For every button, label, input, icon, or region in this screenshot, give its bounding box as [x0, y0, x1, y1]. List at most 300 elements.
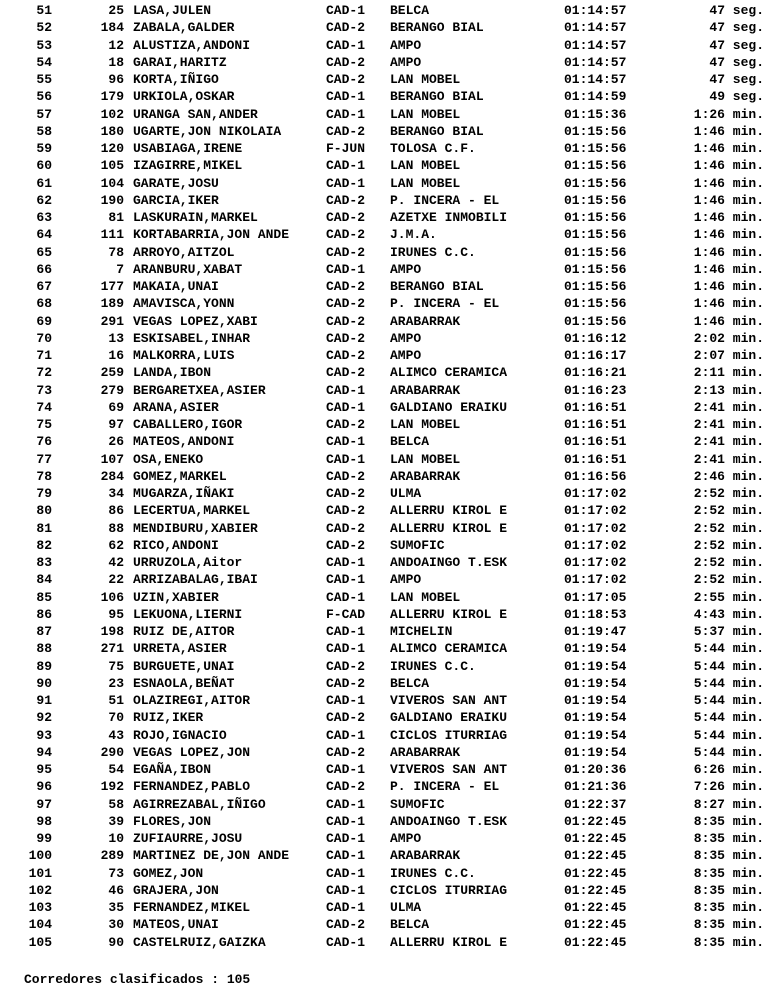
finish-time: 01:22:45: [564, 934, 627, 950]
time-gap: 2:41 min.: [693, 451, 764, 467]
team-name: ARABARRAK: [390, 468, 461, 484]
bib-number: 78: [108, 244, 124, 260]
finish-time: 01:14:57: [564, 3, 627, 18]
rider-name: EGAÑA,IBON: [133, 762, 212, 777]
rider-name: USABIAGA,IRENE: [133, 141, 243, 156]
finish-time: 01:17:05: [564, 589, 627, 605]
result-row: [0, 209, 772, 226]
time-gap: 2:07 min.: [693, 348, 764, 363]
team-name: CICLOS ITURRIAG: [390, 882, 508, 898]
time-gap: 8:35 min.: [693, 882, 764, 898]
time-gap: 8:35 min.: [693, 917, 764, 933]
finish-time: 01:17:02: [564, 537, 627, 553]
finish-time: 01:15:56: [564, 210, 627, 225]
finish-time: 01:15:56: [564, 141, 627, 156]
category: CAD-1: [326, 882, 366, 898]
result-row: [0, 192, 772, 209]
finish-time: 01:22:45: [564, 865, 627, 881]
team-name: BELCA: [390, 917, 430, 933]
team-name: LAN MOBEL: [390, 589, 461, 605]
bib-number: 43: [108, 727, 124, 743]
time-gap: 5:44 min.: [693, 710, 764, 726]
finish-time: 01:17:02: [564, 572, 627, 588]
bib-number: 70: [108, 710, 124, 726]
position: 95: [36, 762, 52, 777]
team-name: ARABARRAK: [390, 744, 461, 760]
finish-time: 01:15:56: [564, 175, 627, 191]
time-gap: 5:44 min.: [693, 641, 764, 657]
rider-name: IZAGIRRE,MIKEL: [133, 158, 243, 174]
result-row: [0, 796, 772, 813]
category: CAD-2: [326, 744, 366, 760]
results-table: [0, 2, 772, 951]
time-gap: 47 seg.: [709, 20, 764, 36]
result-row: [0, 847, 772, 864]
time-gap: 1:46 min.: [693, 141, 764, 156]
time-gap: 8:35 min.: [693, 934, 764, 950]
finish-time: 01:19:54: [564, 675, 627, 691]
finish-time: 01:15:56: [564, 123, 627, 139]
category: CAD-1: [326, 434, 366, 450]
category: CAD-2: [326, 227, 366, 243]
position: 92: [36, 710, 52, 726]
time-gap: 5:44 min.: [693, 693, 764, 708]
category: CAD-2: [326, 520, 366, 536]
rider-name: RUIZ DE,AITOR: [133, 624, 235, 639]
rider-name: URKIOLA,OSKAR: [133, 89, 235, 105]
position: 80: [36, 503, 52, 519]
result-row: [0, 347, 772, 364]
rider-name: URANGA SAN,ANDER: [133, 106, 258, 122]
result-row: [0, 88, 772, 105]
classified-count: Corredores clasificados : 105: [24, 972, 251, 987]
bib-number: 69: [108, 399, 124, 415]
time-gap: 1:46 min.: [693, 244, 764, 260]
rider-name: LANDA,IBON: [133, 365, 212, 381]
team-name: IRUNES C.C.: [390, 244, 476, 260]
bib-number: 58: [108, 796, 124, 812]
result-row: [0, 692, 772, 709]
finish-time: 01:19:54: [564, 744, 627, 760]
team-name: AMPO: [390, 330, 422, 346]
time-gap: 2:02 min.: [693, 330, 764, 346]
result-row: [0, 899, 772, 916]
category: CAD-1: [326, 572, 366, 588]
finish-time: 01:15:56: [564, 192, 627, 208]
team-name: ALLERRU KIROL E: [390, 520, 508, 536]
result-row: [0, 451, 772, 468]
finish-time: 01:14:59: [564, 89, 627, 105]
result-row: [0, 709, 772, 726]
category: CAD-1: [326, 641, 366, 657]
time-gap: 2:52 min.: [693, 537, 764, 553]
time-gap: 1:46 min.: [693, 279, 764, 294]
finish-time: 01:15:56: [564, 279, 627, 294]
position: 100: [28, 848, 52, 864]
category: CAD-1: [326, 382, 366, 398]
result-row: [0, 313, 772, 330]
finish-time: 01:22:45: [564, 813, 627, 829]
position: 74: [36, 399, 52, 415]
rider-name: KORTA,IÑIGO: [133, 72, 219, 87]
finish-time: 01:19:54: [564, 727, 627, 743]
position: 52: [36, 20, 52, 36]
category: CAD-2: [326, 192, 366, 208]
rider-name: RUIZ,IKER: [133, 710, 204, 726]
time-gap: 2:52 min.: [693, 486, 764, 501]
result-row: [0, 882, 772, 899]
rider-name: FLORES,JON: [133, 813, 212, 829]
bib-number: 189: [100, 296, 124, 312]
finish-time: 01:21:36: [564, 779, 627, 795]
position: 63: [36, 210, 52, 225]
time-gap: 1:46 min.: [693, 123, 764, 139]
result-row: [0, 71, 772, 88]
finish-time: 01:16:56: [564, 468, 627, 484]
time-gap: 2:13 min.: [693, 382, 764, 398]
result-row: [0, 571, 772, 588]
bib-number: 106: [100, 589, 124, 605]
time-gap: 8:35 min.: [693, 831, 764, 846]
result-row: [0, 778, 772, 795]
team-name: LAN MOBEL: [390, 72, 461, 87]
bib-number: 291: [100, 313, 124, 329]
time-gap: 5:44 min.: [693, 658, 764, 674]
position: 85: [36, 589, 52, 605]
rider-name: MATEOS,UNAI: [133, 917, 219, 933]
rider-name: CABALLERO,IGOR: [133, 417, 243, 432]
bib-number: 13: [108, 330, 124, 346]
team-name: AMPO: [390, 54, 422, 70]
category: CAD-2: [326, 330, 366, 346]
team-name: AZETXE INMOBILI: [390, 210, 508, 225]
rider-name: ESNAOLA,BEÑAT: [133, 675, 235, 691]
finish-time: 01:20:36: [564, 762, 627, 777]
position: 88: [36, 641, 52, 657]
bib-number: 75: [108, 658, 124, 674]
finish-time: 01:16:21: [564, 365, 627, 381]
bib-number: 284: [100, 468, 124, 484]
team-name: BELCA: [390, 434, 430, 450]
category: CAD-2: [326, 279, 366, 294]
position: 104: [28, 917, 52, 933]
finish-time: 01:22:37: [564, 796, 627, 812]
bib-number: 271: [100, 641, 124, 657]
team-name: P. INCERA - EL: [390, 779, 500, 795]
category: CAD-1: [326, 624, 366, 639]
finish-time: 01:15:56: [564, 244, 627, 260]
category: CAD-1: [326, 37, 366, 53]
team-name: LAN MOBEL: [390, 417, 461, 432]
category: F-CAD: [326, 606, 366, 622]
team-name: GALDIANO ERAIKU: [390, 710, 508, 726]
finish-time: 01:22:45: [564, 917, 627, 933]
result-row: [0, 589, 772, 606]
category: CAD-2: [326, 917, 366, 933]
rider-name: ARROYO,AITZOL: [133, 244, 235, 260]
finish-time: 01:15:56: [564, 261, 627, 277]
category: CAD-1: [326, 3, 366, 18]
time-gap: 8:35 min.: [693, 865, 764, 881]
bib-number: 7: [116, 261, 124, 277]
category: CAD-1: [326, 848, 366, 864]
category: CAD-2: [326, 675, 366, 691]
rider-name: LASA,JULEN: [133, 3, 212, 18]
rider-name: VEGAS LOPEZ,XABI: [133, 313, 258, 329]
position: 98: [36, 813, 52, 829]
rider-name: ALUSTIZA,ANDONI: [133, 37, 251, 53]
position: 96: [36, 779, 52, 795]
time-gap: 7:26 min.: [693, 779, 764, 795]
result-row: [0, 658, 772, 675]
bib-number: 279: [100, 382, 124, 398]
category: CAD-1: [326, 451, 366, 467]
team-name: BERANGO BIAL: [390, 20, 484, 36]
time-gap: 47 seg.: [709, 3, 764, 18]
result-row: [0, 226, 772, 243]
finish-time: 01:16:51: [564, 417, 627, 432]
finish-time: 01:15:56: [564, 158, 627, 174]
position: 76: [36, 434, 52, 450]
position: 69: [36, 313, 52, 329]
team-name: ARABARRAK: [390, 382, 461, 398]
rider-name: UGARTE,JON NIKOLAIA: [133, 123, 282, 139]
result-row: [0, 640, 772, 657]
time-gap: 5:44 min.: [693, 675, 764, 691]
position: 83: [36, 555, 52, 570]
result-row: [0, 330, 772, 347]
rider-name: VEGAS LOPEZ,JON: [133, 744, 251, 760]
category: CAD-1: [326, 399, 366, 415]
position: 87: [36, 624, 52, 639]
rider-name: KORTABARRIA,JON ANDE: [133, 227, 290, 243]
bib-number: 107: [100, 451, 124, 467]
result-row: [0, 554, 772, 571]
team-name: MICHELIN: [390, 624, 453, 639]
result-row: [0, 502, 772, 519]
bib-number: 16: [108, 348, 124, 363]
position: 82: [36, 537, 52, 553]
position: 57: [36, 106, 52, 122]
category: CAD-1: [326, 555, 366, 570]
rider-name: GARATE,JOSU: [133, 175, 219, 191]
finish-time: 01:15:56: [564, 313, 627, 329]
position: 68: [36, 296, 52, 312]
time-gap: 1:46 min.: [693, 158, 764, 174]
category: CAD-2: [326, 348, 366, 363]
result-row: [0, 244, 772, 261]
finish-time: 01:16:17: [564, 348, 627, 363]
result-row: [0, 416, 772, 433]
position: 55: [36, 72, 52, 87]
team-name: ANDOAINGO T.ESK: [390, 813, 508, 829]
time-gap: 1:46 min.: [693, 192, 764, 208]
team-name: AMPO: [390, 572, 422, 588]
category: F-JUN: [326, 141, 366, 156]
time-gap: 2:52 min.: [693, 503, 764, 519]
rider-name: LASKURAIN,MARKEL: [133, 210, 258, 225]
category: CAD-2: [326, 365, 366, 381]
position: 94: [36, 744, 52, 760]
finish-time: 01:16:23: [564, 382, 627, 398]
rider-name: RICO,ANDONI: [133, 537, 219, 553]
position: 67: [36, 279, 52, 294]
position: 51: [36, 3, 52, 18]
category: CAD-2: [326, 72, 366, 87]
position: 60: [36, 158, 52, 174]
bib-number: 34: [108, 486, 124, 501]
bib-number: 111: [100, 227, 124, 243]
finish-time: 01:17:02: [564, 520, 627, 536]
time-gap: 2:52 min.: [693, 520, 764, 536]
category: CAD-1: [326, 261, 366, 277]
result-row: [0, 364, 772, 381]
time-gap: 5:44 min.: [693, 744, 764, 760]
finish-time: 01:15:56: [564, 227, 627, 243]
rider-name: ZUFIAURRE,JOSU: [133, 831, 243, 846]
position: 84: [36, 572, 52, 588]
bib-number: 30: [108, 917, 124, 933]
time-gap: 8:35 min.: [693, 848, 764, 864]
team-name: LAN MOBEL: [390, 106, 461, 122]
time-gap: 49 seg.: [709, 89, 764, 105]
team-name: P. INCERA - EL: [390, 192, 500, 208]
time-gap: 2:41 min.: [693, 417, 764, 432]
team-name: LAN MOBEL: [390, 451, 461, 467]
finish-time: 01:22:45: [564, 900, 627, 915]
bib-number: 105: [100, 158, 124, 174]
team-name: LAN MOBEL: [390, 158, 461, 174]
rider-name: ARRIZABALAG,IBAI: [133, 572, 258, 588]
team-name: IRUNES C.C.: [390, 658, 476, 674]
finish-time: 01:22:45: [564, 848, 627, 864]
team-name: BERANGO BIAL: [390, 279, 484, 294]
bib-number: 39: [108, 813, 124, 829]
result-row: [0, 744, 772, 761]
position: 53: [36, 37, 52, 53]
finish-time: 01:16:51: [564, 434, 627, 450]
category: CAD-2: [326, 779, 366, 795]
position: 89: [36, 658, 52, 674]
result-row: [0, 261, 772, 278]
result-row: [0, 675, 772, 692]
team-name: ALLERRU KIROL E: [390, 934, 508, 950]
rider-name: ROJO,IGNACIO: [133, 727, 227, 743]
bib-number: 46: [108, 882, 124, 898]
finish-time: 01:16:51: [564, 399, 627, 415]
team-name: P. INCERA - EL: [390, 296, 500, 312]
position: 97: [36, 796, 52, 812]
result-row: [0, 813, 772, 830]
position: 58: [36, 123, 52, 139]
rider-name: GOMEZ,JON: [133, 865, 204, 881]
category: CAD-2: [326, 54, 366, 70]
team-name: BELCA: [390, 3, 430, 18]
team-name: SUMOFIC: [390, 537, 445, 553]
bib-number: 95: [108, 606, 124, 622]
time-gap: 47 seg.: [709, 72, 764, 87]
finish-time: 01:19:54: [564, 710, 627, 726]
position: 102: [28, 882, 52, 898]
time-gap: 1:46 min.: [693, 210, 764, 225]
position: 77: [36, 451, 52, 467]
time-gap: 5:37 min.: [693, 624, 764, 639]
team-name: ALIMCO CERAMICA: [390, 365, 508, 381]
team-name: AMPO: [390, 831, 422, 846]
team-name: ARABARRAK: [390, 313, 461, 329]
team-name: ALIMCO CERAMICA: [390, 641, 508, 657]
team-name: AMPO: [390, 37, 422, 53]
bib-number: 22: [108, 572, 124, 588]
time-gap: 8:27 min.: [693, 796, 764, 812]
result-row: [0, 934, 772, 951]
rider-name: ESKISABEL,INHAR: [133, 330, 251, 346]
bib-number: 97: [108, 417, 124, 432]
time-gap: 4:43 min.: [693, 606, 764, 622]
result-row: [0, 140, 772, 157]
bib-number: 259: [100, 365, 124, 381]
category: CAD-1: [326, 796, 366, 812]
bib-number: 35: [108, 900, 124, 915]
team-name: GALDIANO ERAIKU: [390, 399, 508, 415]
category: CAD-2: [326, 503, 366, 519]
bib-number: 120: [100, 141, 124, 156]
position: 103: [28, 900, 52, 915]
position: 99: [36, 831, 52, 846]
finish-time: 01:17:02: [564, 503, 627, 519]
rider-name: MUGARZA,IÑAKI: [133, 486, 235, 501]
category: CAD-1: [326, 831, 366, 846]
time-gap: 2:11 min.: [693, 365, 764, 381]
category: CAD-2: [326, 417, 366, 432]
result-row: [0, 537, 772, 554]
result-row: [0, 865, 772, 882]
bib-number: 81: [108, 210, 124, 225]
team-name: BELCA: [390, 675, 430, 691]
team-name: ALLERRU KIROL E: [390, 503, 508, 519]
rider-name: OLAZIREGI,AITOR: [133, 693, 251, 708]
team-name: IRUNES C.C.: [390, 865, 476, 881]
result-row: [0, 433, 772, 450]
bib-number: 73: [108, 865, 124, 881]
team-name: BERANGO BIAL: [390, 123, 484, 139]
category: CAD-1: [326, 813, 366, 829]
result-row: [0, 54, 772, 71]
bib-number: 198: [100, 624, 124, 639]
team-name: ANDOAINGO T.ESK: [390, 555, 508, 570]
bib-number: 42: [108, 555, 124, 570]
result-row: [0, 468, 772, 485]
position: 64: [36, 227, 52, 243]
time-gap: 2:55 min.: [693, 589, 764, 605]
result-row: [0, 278, 772, 295]
category: CAD-1: [326, 158, 366, 174]
time-gap: 1:46 min.: [693, 261, 764, 277]
team-name: VIVEROS SAN ANT: [390, 762, 508, 777]
time-gap: 1:46 min.: [693, 313, 764, 329]
bib-number: 179: [100, 89, 124, 105]
position: 93: [36, 727, 52, 743]
rider-name: MALKORRA,LUIS: [133, 348, 235, 363]
result-row: [0, 916, 772, 933]
category: CAD-2: [326, 244, 366, 260]
bib-number: 190: [100, 192, 124, 208]
bib-number: 180: [100, 123, 124, 139]
result-row: [0, 399, 772, 416]
finish-time: 01:16:12: [564, 330, 627, 346]
result-row: [0, 761, 772, 778]
rider-name: AMAVISCA,YONN: [133, 296, 235, 312]
